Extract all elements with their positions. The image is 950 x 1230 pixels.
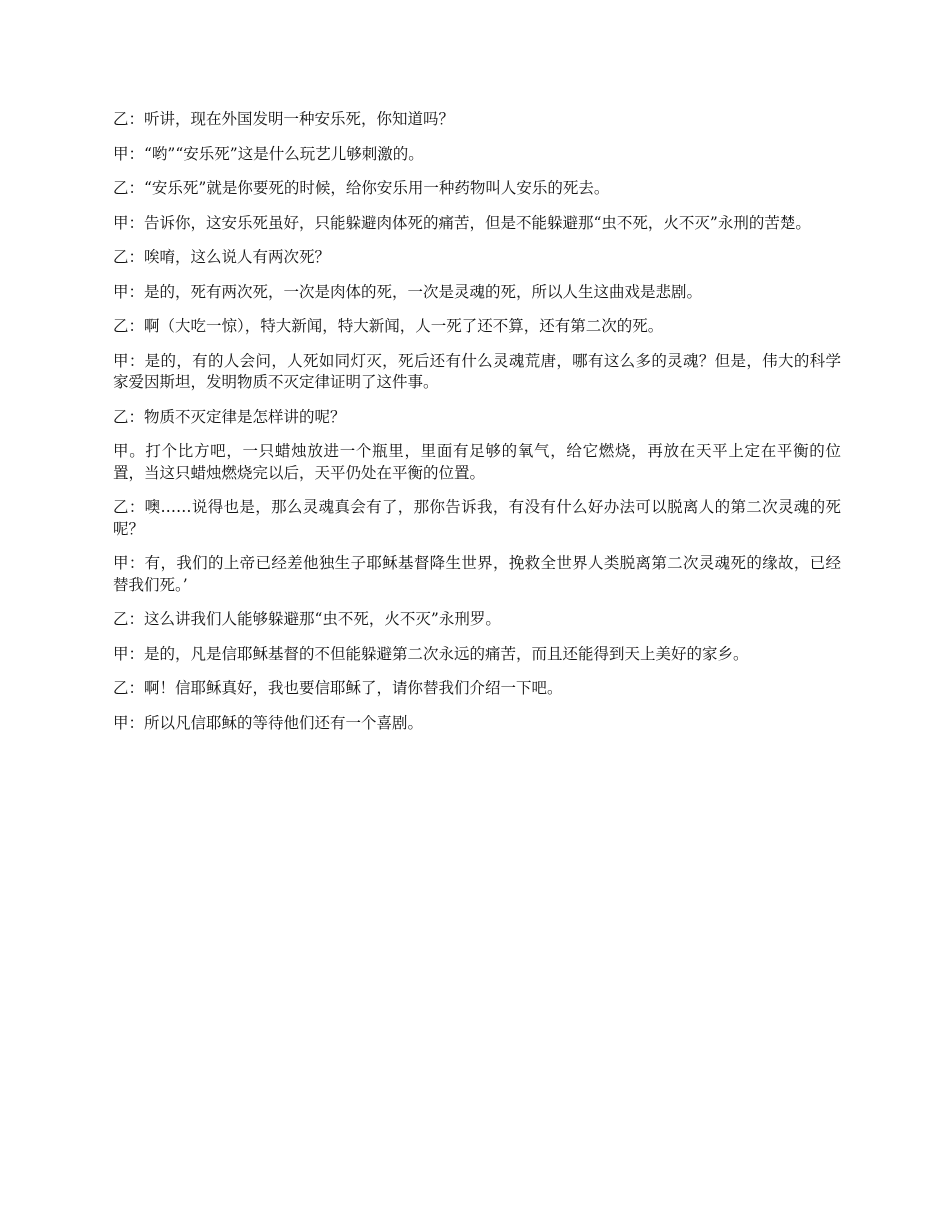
dialogue-paragraph: 乙：物质不灭定律是怎样讲的呢？ [113,407,346,426]
dialogue-paragraph: 甲：“哟”“安乐死”这是什么玩艺儿够刺激的。 [113,144,424,163]
dialogue-paragraph: 甲：所以凡信耶稣的等待他们还有一个喜剧。 [113,713,424,732]
dialogue-paragraph: 乙：噢……说得也是，那么灵魂真会有了，那你告诉我，有没有什么好办法可以脱离人的第二次灵魂的死呢？ [113,498,841,538]
dialogue-paragraph: 甲：是的，死有两次死，一次是肉体的死，一次是灵魂的死，所以人生这曲戏是悲剧。 [113,282,703,301]
dialogue-paragraph: 乙：啊！信耶稣真好，我也要信耶稣了，请你替我们介绍一下吧。 [113,679,563,697]
dialogue-paragraph: 乙：唉唷，这么说人有两次死？ [113,248,331,266]
dialogue-paragraph: 乙：这么讲我们人能够躲避那“虫不死，火不灭”永刑罗。 [113,610,501,628]
dialogue-paragraph: 甲：是的，凡是信耶稣基督的不但能躲避第二次永远的痛苦，而且还能得到天上美好的家乡。 [113,644,749,663]
dialogue-paragraph: 甲：告诉你，这安乐死虽好，只能躲避肉体死的痛苦，但是不能躲避那“虫不死，火不灭”永刑的苦楚。 [113,213,811,232]
dialogue-paragraph: 甲：有，我们的上帝已经差他独生子耶稣基督降生世界，挽救全世界人类脱离第二次灵魂死的缘故，已经替我们死。’ [113,554,841,594]
dialogue-paragraph: 甲：是的，有的人会问，人死如同灯灭，死后还有什么灵魂荒唐，哪有这么多的灵魂？但是，伟大的科学家爱因斯坦，发明物质不灭定律证明了这件事。 [113,351,841,391]
dialogue-paragraph: 乙：听讲，现在外国发明一种安乐死，你知道吗？ [113,110,455,128]
dialogue-paragraph: 甲。打个比方吧，一只蜡烛放进一个瓶里，里面有足够的氧气，给它燃烧，再放在天平上定在平衡的位置，当这只蜡烛燃烧完以后，天平仍处在平衡的位置。 [113,442,841,482]
document-body [113,109,841,747]
dialogue-paragraph: 乙：“安乐死”就是你要死的时候，给你安乐用一种药物叫人安乐的死去。 [113,179,610,197]
dialogue-paragraph: 乙：啊（大吃一惊），特大新闻，特大新闻，人一死了还不算，还有第二次的死。 [113,317,664,335]
